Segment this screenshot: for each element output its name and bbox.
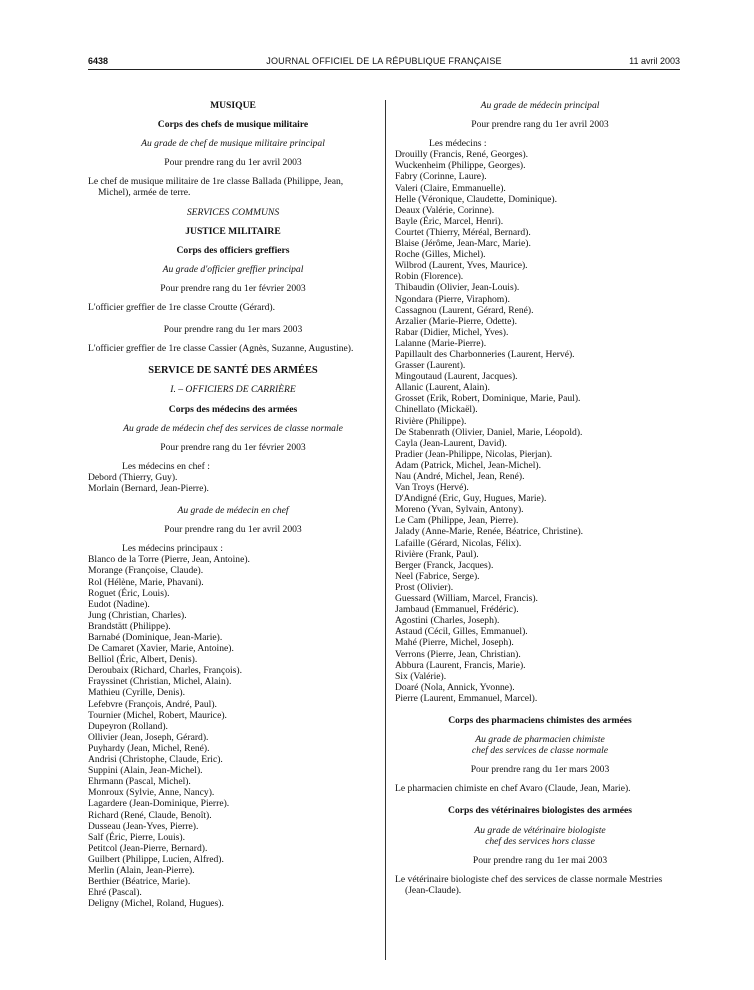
list-item: Barnabé (Dominique, Jean-Marie). — [88, 632, 223, 643]
list-item: Puyhardy (Jean, Michel, René). — [88, 742, 210, 754]
list-item: Ehré (Pascal). — [88, 887, 142, 899]
list-item: Cassagnou (Laurent, Gérard, René). — [395, 304, 534, 316]
list-item: Verrons (Pierre, Jean, Christian). — [395, 648, 521, 660]
list-item: Lefebvre (François, André, Paul). — [88, 698, 217, 710]
section-heading: JUSTICE MILITAIRE — [185, 225, 281, 237]
list-item: Dupeyron (Rolland). — [88, 720, 168, 732]
rang-date: Pour prendre rang du 1er mars 2003 — [470, 764, 610, 776]
section-heading: SERVICE DE SANTÉ DES ARMÉES — [148, 365, 318, 377]
page-header — [88, 56, 680, 70]
list-item: Papillault des Charbonneries (Laurent, Hervé). — [395, 348, 575, 360]
list-item: Morange (Françoise, Claude). — [88, 565, 204, 577]
list-item: Rivière (Frank, Paul). — [395, 548, 479, 560]
list-item: Rivière (Philippe). — [395, 415, 467, 427]
rang-date: Pour prendre rang du 1er mars 2003 — [163, 324, 303, 336]
list-item: Le Cam (Philippe, Jean, Pierre). — [395, 515, 519, 527]
grade-heading: Au grade de médecin en chef — [177, 505, 289, 517]
corps-heading: Corps des vétérinaires biologistes des armées — [448, 805, 632, 817]
list-item: Van Troys (Hervé). — [395, 482, 469, 494]
grade-heading: chef des services de classe normale — [471, 745, 609, 757]
grade-heading: Au grade d'officier greffier principal — [162, 263, 304, 275]
list-item: Allanic (Laurent, Alain). — [395, 382, 490, 394]
list-item: Nau (André, Michel, Jean, René). — [395, 471, 525, 482]
list-item: Arzalier (Marie-Pierre, Odette). — [395, 315, 517, 327]
list-item: Wilbrod (Laurent, Yves, Maurice). — [395, 260, 528, 272]
list-item: Salf (Éric, Pierre, Louis). — [88, 831, 185, 843]
list-item: Bayle (Éric, Marcel, Henri). — [395, 215, 504, 227]
list-item: Doaré (Nola, Annick, Yvonne). — [395, 681, 515, 693]
list-item: Debord (Thierry, Guy). — [88, 471, 178, 483]
grade-heading: Au grade de vétérinaire biologiste — [474, 824, 606, 836]
rang-date: Pour prendre rang du 1er février 2003 — [160, 282, 306, 294]
list-item: Astaud (Cécil, Gilles, Emmanuel). — [395, 626, 528, 638]
name-list — [395, 149, 685, 704]
column-divider — [385, 100, 386, 960]
list-item: Adam (Patrick, Michel, Jean-Michel). — [395, 459, 541, 471]
rang-date: Pour prendre rang du 1er avril 2003 — [164, 524, 302, 536]
list-intro: Les médecins principaux : — [122, 543, 223, 555]
list-item: Berger (Franck, Jacques). — [395, 559, 494, 571]
rang-date: Pour prendre rang du 1er mai 2003 — [472, 854, 608, 866]
list-item: Berthier (Béatrice, Marie). — [88, 876, 191, 888]
list-item: Six (Valérie). — [395, 670, 447, 682]
list-item: Neel (Fabrice, Serge). — [395, 570, 480, 582]
list-item: Rabar (Didier, Michel, Yves). — [395, 326, 509, 338]
decision-text: Le pharmacien chimiste en chef Avaro (Claude, Jean, Marie). — [395, 783, 631, 795]
list-item: Robin (Florence). — [395, 271, 464, 283]
list-item: Ehrmann (Pascal, Michel). — [88, 776, 191, 788]
list-item: Helle (Véronique, Claudette, Dominique). — [395, 193, 557, 205]
list-item: Merlin (Alain, Jean-Pierre). — [88, 864, 195, 876]
list-item: Thibaudin (Olivier, Jean-Louis). — [395, 282, 520, 294]
list-item: Pradier (Jean-Philippe, Nicolas, Pierjan). — [395, 448, 553, 460]
list-intro: Les médecins : — [429, 138, 487, 150]
list-item: Deaux (Valérie, Corinne). — [395, 204, 495, 216]
list-item: Valeri (Claire, Emmanuelle). — [395, 182, 506, 194]
list-item: Dusseau (Jean-Yves, Pierre). — [88, 820, 199, 832]
corps-heading: Corps des officiers greffiers — [176, 244, 290, 256]
list-item: Mathieu (Cyrille, Denis). — [88, 687, 185, 699]
grade-heading: Au grade de pharmacien chimiste — [475, 734, 605, 746]
corps-heading: Corps des chefs de musique militaire — [157, 119, 309, 131]
list-item: Jambaud (Emmanuel, Frédéric). — [395, 604, 519, 616]
list-item: Blaise (Jérôme, Jean-Marc, Marie). — [395, 238, 531, 250]
grade-heading: Au grade de médecin principal — [480, 100, 600, 111]
header-rule — [88, 69, 680, 70]
right-column — [395, 100, 685, 896]
list-item: Lafaille (Gérard, Nicolas, Félix). — [395, 537, 522, 549]
list-item: Drouilly (Francis, René, Georges). — [395, 149, 529, 161]
grade-heading: chef des services hors classe — [485, 835, 595, 847]
rang-date: Pour prendre rang du 1er avril 2003 — [164, 157, 302, 169]
list-item: Rol (Hélène, Marie, Phavani). — [88, 576, 204, 588]
list-item: D'Andigné (Eric, Guy, Hugues, Marie). — [395, 493, 547, 505]
list-item: Grosset (Erik, Robert, Dominique, Marie, Paul). — [395, 393, 581, 405]
name-list — [88, 472, 378, 494]
list-item: Deligny (Michel, Roland, Hugues). — [88, 898, 224, 910]
list-item: De Camaret (Xavier, Marie, Antoine). — [88, 643, 234, 655]
list-item: Frayssinet (Christian, Michel, Alain). — [88, 676, 232, 688]
list-item: Roche (Gilles, Michel). — [395, 249, 486, 261]
list-item: Mingoutaud (Laurent, Jacques). — [395, 371, 518, 383]
list-item: Courtet (Thierry, Méréal, Bernard). — [395, 226, 531, 238]
list-item: Prost (Olivier). — [395, 581, 454, 593]
rang-date: Pour prendre rang du 1er février 2003 — [160, 441, 306, 453]
list-item: Lagardere (Jean-Dominique, Pierre). — [88, 798, 230, 810]
list-item: Belliol (Éric, Albert, Denis). — [88, 654, 198, 666]
list-item: Brandstätt (Philippe). — [88, 620, 171, 632]
list-item: Jalady (Anne-Marie, Renée, Béatrice, Christine). — [395, 526, 584, 538]
list-item: Wuckenheim (Philippe, Georges). — [395, 160, 526, 172]
issue-date: 11 avril 2003 — [629, 56, 680, 66]
list-item: Agostini (Charles, Joseph). — [395, 615, 500, 627]
list-item: Ollivier (Jean, Joseph, Gérard). — [88, 731, 209, 743]
list-item: Eudot (Nadine). — [88, 598, 150, 610]
decision-text: L'officier greffier de 1re classe Cassier (Agnès, Suzanne, Augustine). — [88, 343, 354, 355]
list-item: Monroux (Sylvie, Anne, Nancy). — [88, 787, 215, 799]
list-item: Richard (René, Claude, Benoît). — [88, 809, 212, 821]
list-item: Fabry (Corinne, Laure). — [395, 171, 487, 183]
grade-heading: Au grade de médecin chef des services de classe normale — [123, 422, 343, 434]
list-item: Grasser (Laurent). — [395, 360, 466, 372]
decision-text: Le vétérinaire biologiste chef des services de classe normale Mestries (Jean-Claude). — [395, 873, 663, 896]
list-item: Cayla (Jean-Laurent, David). — [395, 437, 507, 449]
corps-heading: Corps des médecins des armées — [168, 403, 298, 415]
list-item: Chinellato (Mickaël). — [395, 404, 478, 416]
journal-title: JOURNAL OFFICIEL DE LA RÉPUBLIQUE FRANÇAISE — [266, 56, 502, 66]
list-item: Pierre (Laurent, Emmanuel, Marcel). — [395, 692, 538, 704]
list-item: Mahé (Pierre, Michel, Joseph). — [395, 637, 514, 649]
list-item: Moreno (Yvan, Sylvain, Antony). — [395, 504, 524, 516]
name-list — [88, 554, 378, 909]
corps-heading: Corps des pharmaciens chimistes des armées — [448, 714, 632, 726]
list-item: Deroubaix (Richard, Charles, François). — [88, 665, 242, 677]
list-item: Suppini (Alain, Jean-Michel). — [88, 765, 203, 777]
list-item: Petitcol (Jean-Pierre, Bernard). — [88, 842, 208, 854]
list-item: Ngondara (Pierre, Viraphom). — [395, 293, 510, 305]
decision-text: Le chef de musique militaire de 1re classe Ballada (Philippe, Jean, Michel), armée de terre. — [88, 176, 344, 199]
list-item: Guilbert (Philippe, Lucien, Alfred). — [88, 853, 224, 865]
list-intro: Les médecins en chef : — [122, 460, 210, 472]
section-heading: MUSIQUE — [210, 100, 256, 111]
list-item: Andrisi (Christophe, Claude, Eric). — [88, 754, 223, 766]
list-item: Guessard (William, Marcel, Francis). — [395, 593, 538, 605]
decision-text: L'officier greffier de 1re classe Croutte (Gérard). — [88, 302, 276, 314]
list-item: Lalanne (Marie-Pierre). — [395, 337, 487, 349]
list-item: Abbura (Laurent, Francis, Marie). — [395, 659, 526, 671]
list-item: Blanco de la Torre (Pierre, Jean, Antoine). — [88, 554, 250, 566]
list-item: De Stabenrath (Olivier, Daniel, Marie, Léopold). — [395, 426, 583, 438]
list-item: Roguet (Éric, Louis). — [88, 587, 170, 599]
rang-date: Pour prendre rang du 1er avril 2003 — [471, 119, 609, 131]
section-heading: SERVICES COMMUNS — [186, 206, 280, 218]
left-column — [88, 100, 378, 909]
page-number: 6438 — [88, 56, 109, 66]
list-item: Tournier (Michel, Robert, Maurice). — [88, 709, 227, 721]
list-item: Jung (Christian, Charles). — [88, 609, 187, 621]
subsection-heading: I. – OFFICIERS DE CARRIÈRE — [170, 384, 296, 396]
list-item: Morlain (Bernard, Jean-Pierre). — [88, 482, 209, 494]
grade-heading: Au grade de chef de musique militaire principal — [141, 138, 325, 150]
